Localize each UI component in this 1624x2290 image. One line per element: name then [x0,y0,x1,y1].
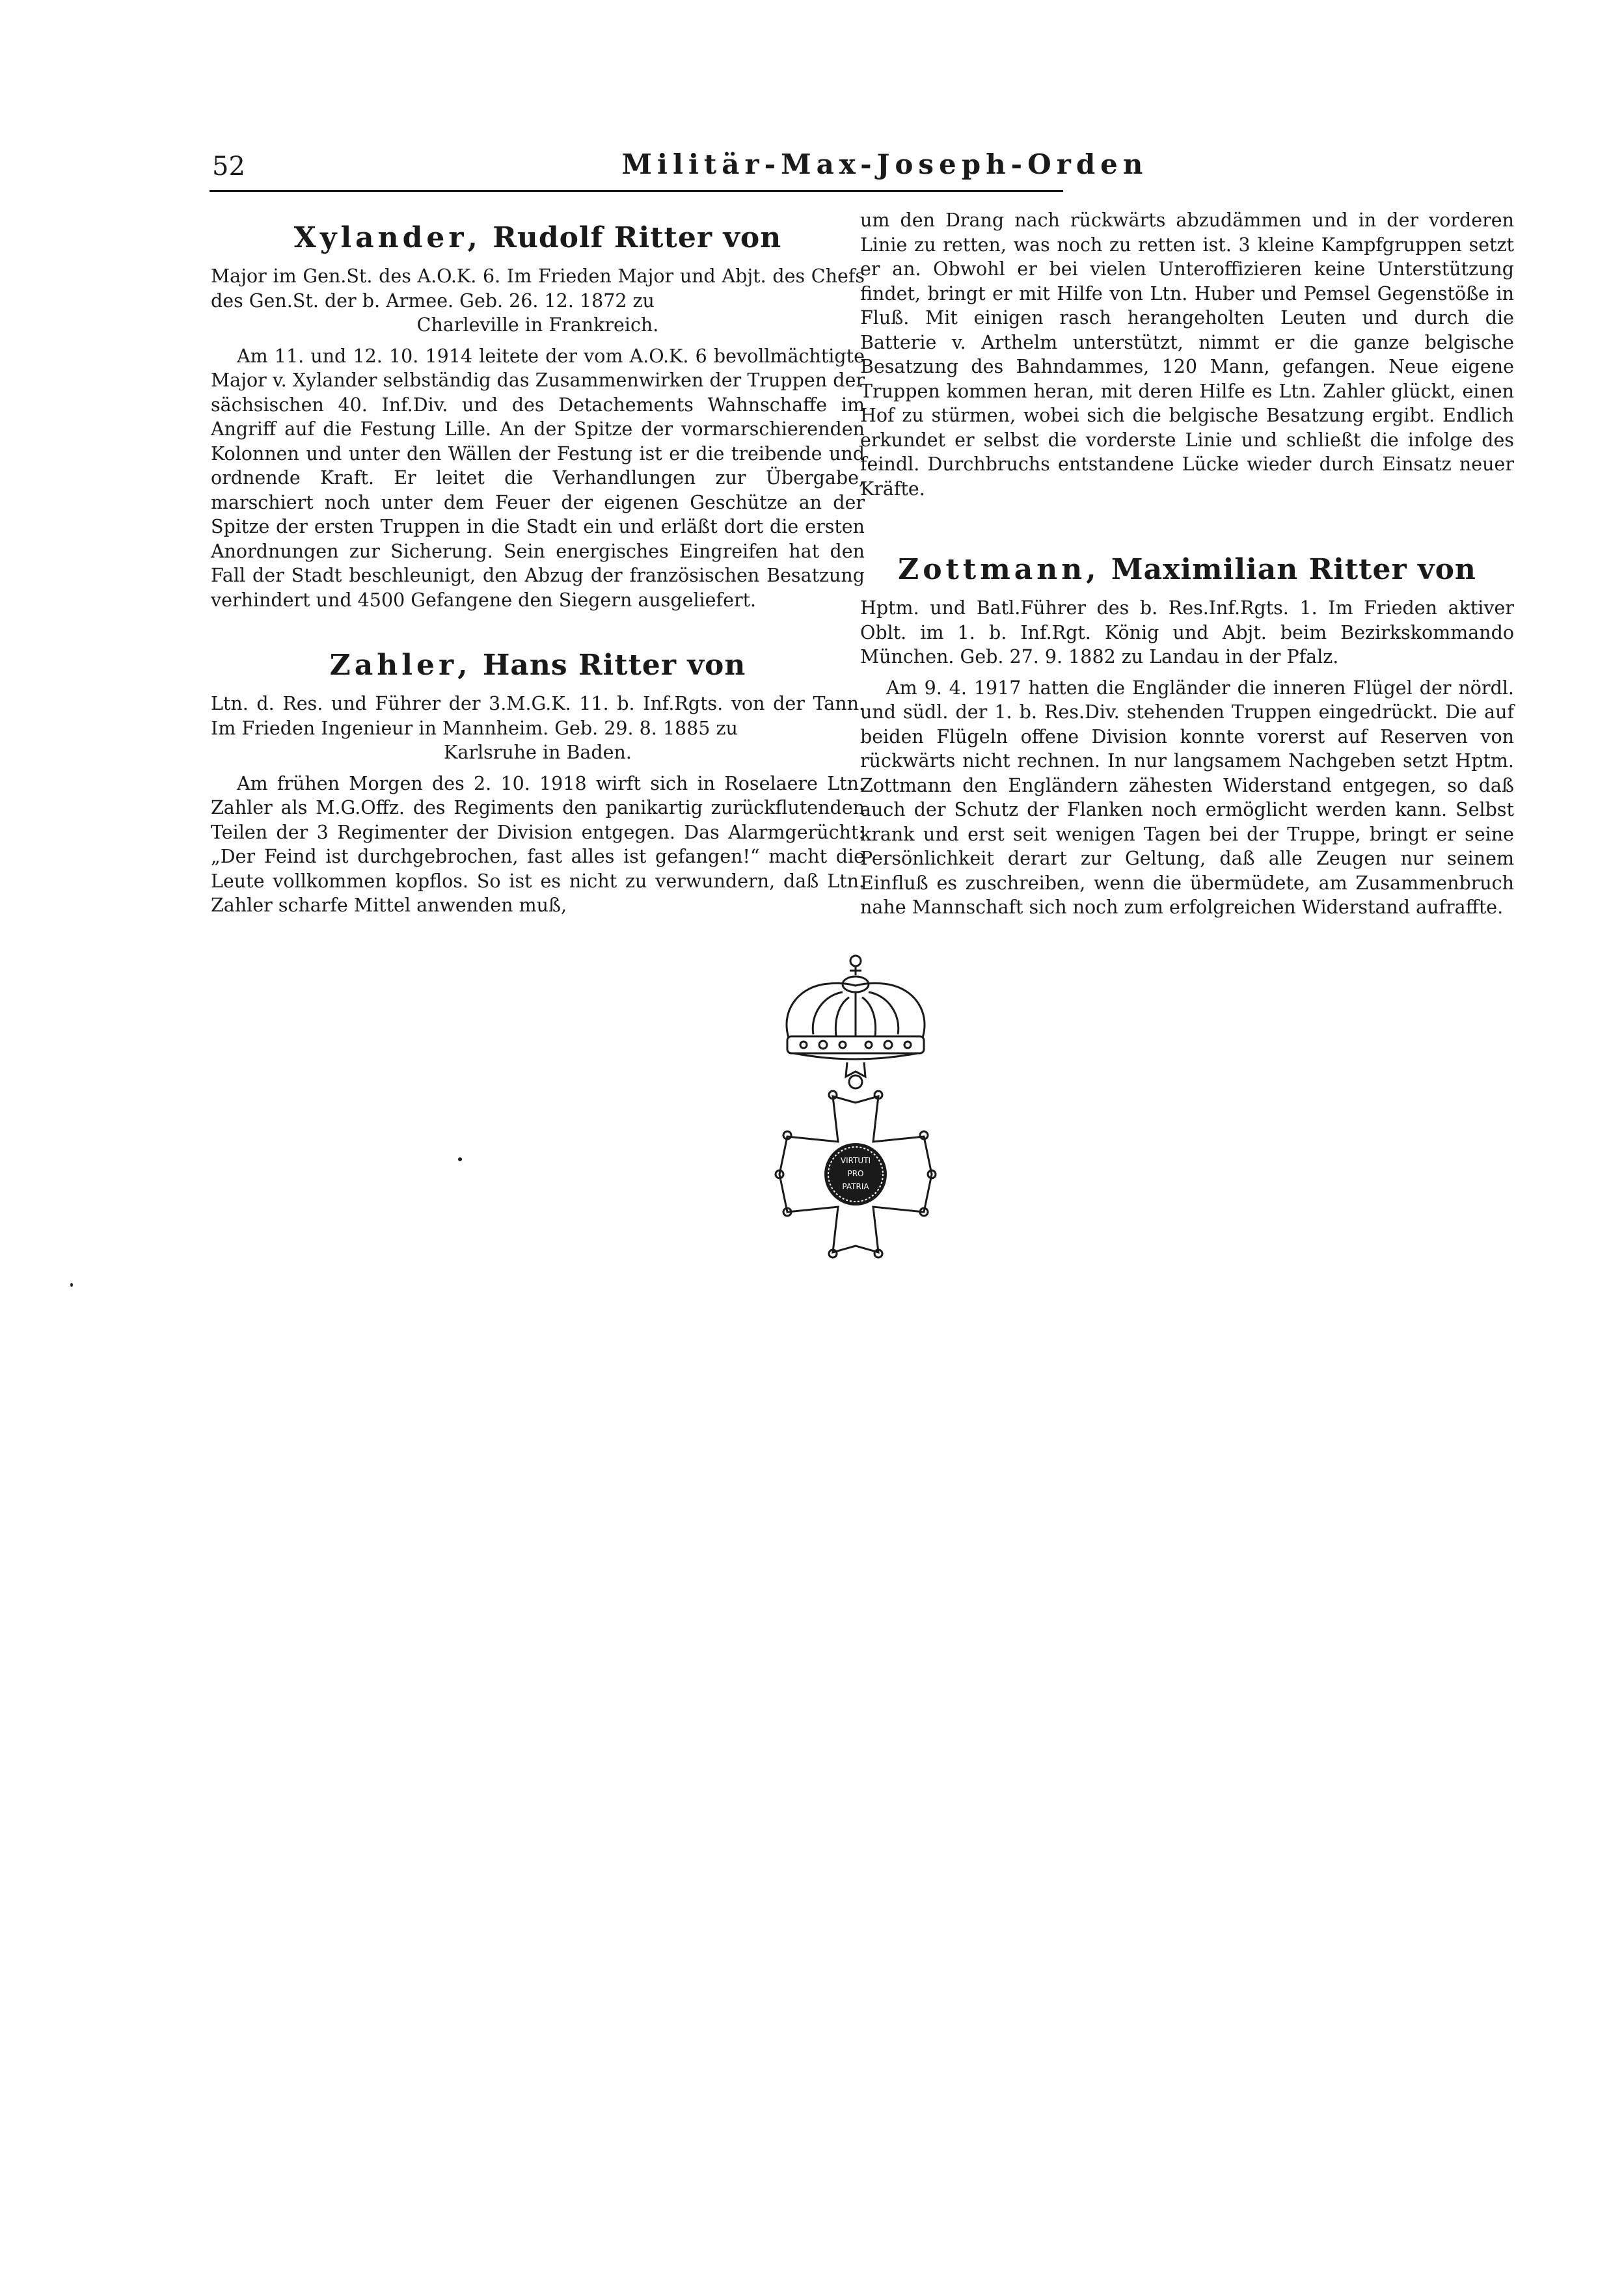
crown-icon [787,956,925,1059]
print-speck [458,1157,462,1161]
medallion [824,1143,887,1206]
entry-meta-zahler [211,692,865,765]
running-title: Militär-Max-Joseph-Orden [621,148,1148,180]
entry-title-zottmann: Zottmann, Maximilian Ritter von [898,553,1476,586]
entry-meta-xylander [211,264,865,338]
ribbon-ring-icon [846,1062,865,1088]
page-number: 52 [212,152,245,182]
entry-meta-text: Major im Gen.St. des A.O.K. 6. Im Frieden Major und Abjt. des Chefs des Gen.St. der b. Armee. Geb. 26. 12. 1872 zu [211,265,865,312]
entry-meta-place: Charleville in Frankreich. [416,314,659,336]
entry-given-name: Maximilian Ritter von [1111,553,1476,586]
entry-surname: Xylander [293,221,468,254]
entry-body-xylander: Am 11. und 12. 10. 1914 leitete der vom A.O.K. 6 bevollmächtigte Major v. Xylander selbständig das Zusammenwirken der Truppen der sächsischen 40. Inf.Div. und des Detachements Wahnschaffe im Angriff auf die Festung Lille. An der Spitze der vormarschierenden Kolonnen und unter den Wällen der Festung ist er die treibende und ordnende Kraft. Er leitet die Verhandlungen zur Übergabe, marschiert noch unter dem Feuer der eigenen Geschütze an der Spitze der ersten Truppen in die Stadt ein und erläßt dort die ersten Anordnungen zur Sicherung. Sein energisches Eingreifen hat den Fall der Stadt beschleunigt, den Abzug der französischen Besatzung verhindert und 4500 Gefangene den Siegern ausgeliefert. [211,345,865,611]
entry-title-zahler: Zahler, Hans Ritter von [329,649,746,682]
entry-continuation-zahler: um den Drang nach rückwärts abzudämmen und in der vorderen Linie zu retten, was noch zu retten ist. 3 kleine Kampfgruppen setzt er an. Obwohl er bei vielen Unteroffizieren keine Unterstützung findet, bringt er mit Hilfe von Ltn. Huber und Pemsel Gegenstöße in Fluß. Mit einigen rasch herangeholten Leuten und durch die Batterie v. Arthelm unterstützt, nimmt er die ganze belgische Besatzung des Bahndammes, 120 Mann, gefangen. Neue eigene Truppen kommen heran, mit deren Hilfe es Ltn. Zahler glückt, einen Hof zu stürmen, wobei sich die belgische Besatzung ergibt. Endlich erkundet er selbst die vorderste Linie und schließt die infolge des feindl. Durchbruchs entstandene Lücke wieder durch Einsatz neuer Kräfte. [860,209,1514,500]
entry-meta-text: Ltn. d. Res. und Führer der 3.M.G.K. 11. b. Inf.Rgts. von der Tann. Im Frieden Ingenieur in Mannheim. Geb. 29. 8. 1885 zu [211,693,865,739]
right-column [860,208,1514,920]
entry-meta-place: Karlsruhe in Baden. [444,742,632,763]
medallion-inscription-1: VIRTUTI [840,1156,871,1165]
entry-surname: Zottmann [898,553,1087,586]
entry-meta-zottmann: Hptm. und Batl.Führer des b. Res.Inf.Rgts. 1. Im Frieden aktiver Oblt. im 1. b. Inf.Rgt. König und Abjt. beim Bezirkskommando München. Geb. 27. 9. 1882 zu Landau in der Pfalz. [860,597,1514,667]
header-rule [210,190,1063,192]
medallion-inscription-3: PATRIA [842,1182,869,1191]
entry-surname: Zahler [329,649,458,682]
entry-title-xylander: Xylander, Rudolf Ritter von [293,221,782,254]
entry-given-name: Rudolf Ritter von [493,221,782,254]
entry-body-zahler: Am frühen Morgen des 2. 10. 1918 wirft sich in Roselaere Ltn. Zahler als M.G.Offz. des Regiments den panikartig zurückflutenden Teilen der 3 Regimenter der Division entgegen. Das Alarmgerücht: „Der Feind ist durchgebrochen, fast alles ist gefangen!“ macht die Leute vollkommen kopflos. So ist es nicht zu verwundern, daß Ltn. Zahler scharfe Mittel anwenden muß, [211,772,865,916]
medallion-inscription-2: PRO [847,1169,864,1178]
left-column [211,208,865,918]
order-cross-emblem [774,953,937,1291]
print-speck [70,1283,73,1287]
entry-given-name: Hans Ritter von [482,649,746,682]
entry-body-zottmann: Am 9. 4. 1917 hatten die Engländer die inneren Flügel der nördl. und südl. der 1. b. Res.Div. stehenden Truppen eingedrückt. Die auf beiden Flügeln offene Division konnte vorerst auf Reserven von rückwärts nicht rechnen. In nur langsamem Nachgeben setzt Hptm. Zottmann den Engländern zähesten Widerstand entgegen, so daß auch der Schutz der Flanken noch ermöglicht werden kann. Selbst krank und erst seit wenigen Tagen bei der Truppe, bringt er seine Persönlichkeit derart zur Geltung, daß alle Zeugen nur seinem Einfluß es zuschreiben, wenn die übermüdete, am Zusammenbruch nahe Mannschaft sich noch zum erfolgreichen Widerstand aufraffte. [860,677,1514,918]
